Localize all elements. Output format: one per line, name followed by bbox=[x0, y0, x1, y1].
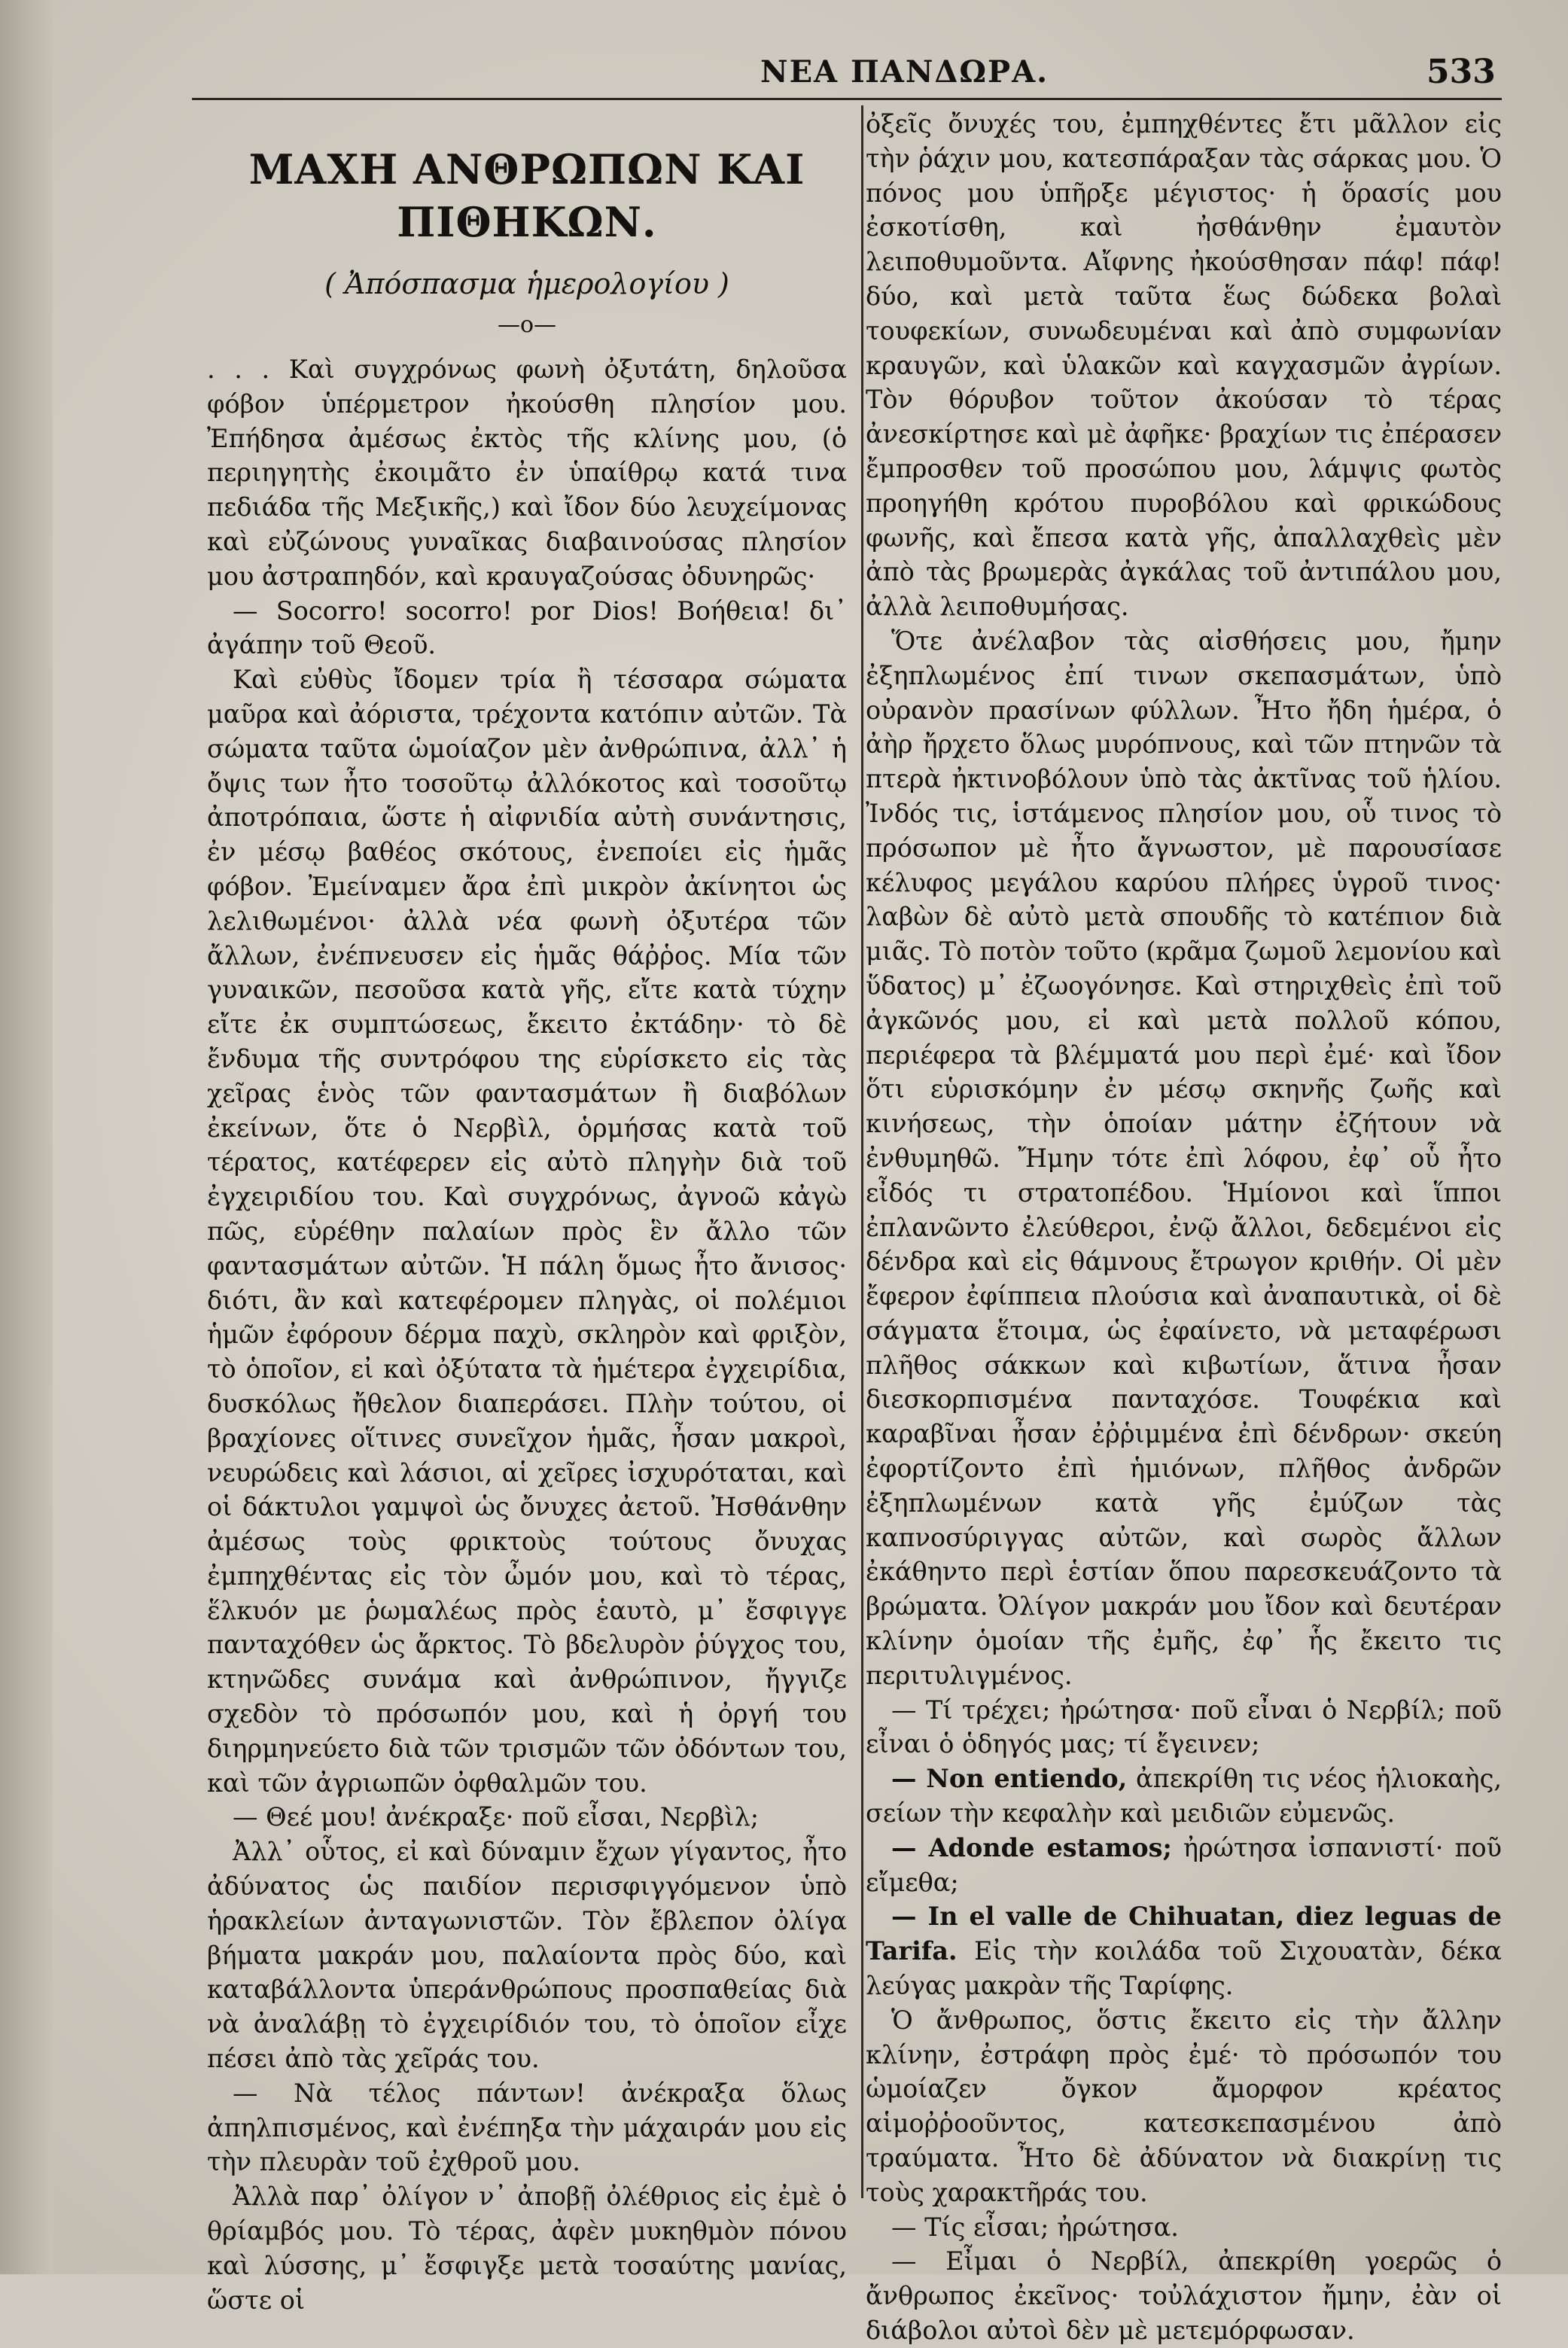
paragraph: — Νὰ τέλος πάντων! ἀνέκραξα ὅλως ἀπηλπισμένος, καὶ ἐνέπηξα τὴν μάχαιράν μου εἰς τὴν πλευρὰν τοῦ ἐχθροῦ μου. bbox=[207, 2078, 847, 2177]
foreign-phrase: — Adonde estamos; bbox=[891, 1832, 1172, 1862]
running-head bbox=[0, 47, 1568, 99]
article-title: ΜΑΧΗ ΑΝΘΡΩΠΩΝ ΚΑΙ ΠΙΘΗΚΩΝ. bbox=[248, 145, 805, 246]
article-subtitle: ( Ἀπόσπασμα ἡμερολογίου ) bbox=[324, 267, 729, 300]
paragraph-text: Βοήθεια! δι᾽ ἀγάπην τοῦ Θεοῦ. bbox=[207, 595, 847, 660]
paragraph bbox=[207, 594, 847, 663]
paragraph: Ἀλλ᾽ οὗτος, εἰ καὶ δύναμιν ἔχων γίγαντος, ἦτο ἀδύνατος ὡς παιδίον περισφιγγόμενον ὑπὸ ἡρακλείων ἀνταγωνιστῶν. Τὸν ἔβλεπον ὀλίγα βήματα μακράν μου, παλαίοντα πρὸς δύο, καὶ καταβάλλοντα ὑπεράνθρώπους προσπαθείας διὰ νὰ ἀναλάβῃ τὸ ἐγχειρίδιόν του, τὸ ὁποῖον εἶχε πέσει ἀπὸ τὰς χεῖράς του. bbox=[207, 1837, 847, 2074]
paragraph: Καὶ εὐθὺς ἴδομεν τρία ἢ τέσσαρα σώματα μαῦρα καὶ ἀόριστα, τρέχοντα κατόπιν αὐτῶν. Τὰ σώματα ταῦτα ὡμοίαζον μὲν ἀνθρώπινα, ἀλλ᾽ ἡ ὄψις των ἦτο τοσοῦτῳ ἀλλόκοτος καὶ τοσοῦτῳ ἀποτρόπαια, ὥστε ἡ αἰφνιδία αὐτὴ συνάντησις, ἐν μέσῳ βαθέος σκότους, ἐνεποίει εἰς ἡμᾶς φόβον. Ἐμείναμεν ἄρα ἐπὶ μικρὸν ἀκίνητοι ὡς λελιθωμένοι· ἀλλὰ νέα φωνὴ ὀξυτέρα τῶν ἄλλων, ἐνέπνευσεν εἰς ἡμᾶς θάῤῥος. Μία τῶν γυναικῶν, πεσοῦσα κατὰ γῆς, εἴτε κατὰ τύχην εἴτε ἐκ συμπτώσεως, ἔκειτο ἐκτάδην· τὸ δὲ ἔνδυμα τῆς συντρόφου της εὑρίσκετο εἰς τὰς χεῖρας ἑνὸς τῶν φαντασμάτων ἢ διαβόλων ἐκείνων, ὅτε ὁ Νερβὶλ, ὁρμήσας κατὰ τοῦ τέρατος, κατέφερεν εἰς αὐτὸ πληγὴν διὰ τοῦ ἐγχειριδίου του. Καὶ συγχρόνως, ἀγνοῶ κἀγὼ πῶς, εὑρέθην παλαίων πρὸς ἓν ἄλλο τῶν φαντασμάτων αὐτῶν. Ἡ πάλη ὅμως ἦτο ἄνισος· διότι, ἂν καὶ κατεφέρομεν πληγὰς, οἱ πολέμιοι ἡμῶν ἐφόρουν δέρμα παχὺ, σκληρὸν καὶ φριξὸν, τὸ ὁποῖον, εἰ καὶ ὀξύτατα τὰ ἡμέτερα ἐγχειρίδια, δυσκόλως ἤθελον διαπεράσει. Πλὴν τούτου, οἱ βραχίονες οἵτινες συνεῖχον ἡμᾶς, ἦσαν μακροὶ, νευρώδεις καὶ λάσιοι, αἱ χεῖρες ἰσχυρόταται, καὶ οἱ δάκτυλοι γαμψοὶ ὡς ὄνυχες ἀετοῦ. Ἠσθάνθην ἀμέσως τοὺς φρικτοὺς τούτους ὄνυχας ἐμπηχθέντας εἰς τὸν ὦμόν μου, καὶ τὸ τέρας, ἕλκυόν με ῥωμαλέως πρὸς ἑαυτὸ, μ᾽ ἔσφιγγε πανταχόθεν ὡς ἄρκτος. Τὸ βδελυρὸν ῥύγχος του, κτηνῶδες συνάμα καὶ ἀνθρώπινον, ἤγγιζε σχεδὸν τὸ πρόσωπόν μου, καὶ ἡ ὀργή του διηρμηνεύετο διὰ τῶν τρισμῶν τῶν ὀδόντων του, καὶ τῶν ἀγριωπῶν ὀφθαλμῶν του. bbox=[207, 665, 847, 1798]
paragraph: — Τί τρέχει; ἠρώτησα· ποῦ εἶναι ὁ Νερβίλ; ποῦ εἶναι ὁ ὁδηγός μας; τί ἔγεινεν; bbox=[866, 1695, 1502, 1759]
paragraph-text: Εἰς τὴν κοιλάδα τοῦ Σιχουατὰν, δέκα λεύγας μακρὰν τῆς Ταρίφης. bbox=[866, 1936, 1502, 2001]
paragraph: Ἀλλὰ παρ᾽ ὀλίγον ν᾽ ἀποβῇ ὀλέθριος εἰς ἐμὲ ὁ θρίαμβός μου. Τὸ τέρας, ἀφὲν μυκηθμὸν πόνου καὶ λύσσης, μ᾽ ἔσφιγξε μετὰ τοσαύτης μανίας, ὥστε οἱ bbox=[207, 2182, 847, 2315]
paragraph bbox=[866, 1831, 1502, 1900]
right-column bbox=[866, 107, 1502, 2348]
foreign-phrase: — In el valle de Chihuatan, diez leguas de Tarifa. bbox=[866, 1902, 1502, 1966]
page-number: 533 bbox=[1426, 53, 1496, 91]
paragraph: . . . Καὶ συγχρόνως φωνὴ ὀξυτάτη, δηλοῦσα φόβον ὑπέρμετρον ἠκούσθη πλησίον μου. Ἐπήδησα ἀμέσως ἐκτὸς τῆς κλίνης μου, (ὁ περιηγητὴς ἐκοιμᾶτο ἐν ὑπαίθρῳ κατά τινα πεδιάδα τῆς Μεξικῆς,) καὶ ἴδον δύο λευχείμονας καὶ εὐζώνους γυναῖκας διαβαινούσας πλησίον μου ἀστραπηδόν, καὶ κραυγαζούσας ὀδυνηρῶς· bbox=[207, 355, 847, 591]
paragraph: ὀξεῖς ὄνυχές του, ἐμπηχθέντες ἔτι μᾶλλον εἰς τὴν ῥάχιν μου, κατεσπάραξαν τὰς σάρκας μου. Ὁ πόνος μου ὑπῆρξε μέγιστος· ἡ ὅρασίς μου ἐσκοτίσθη, καὶ ἠσθάνθην ἐμαυτὸν λειποθυμοῦντα. Αἴφνης ἠκούσθησαν πάφ! πάφ! δύο, καὶ μετὰ ταῦτα ἕως δώδεκα βολαὶ τουφεκίων, συνωδευμέναι καὶ ἀπὸ συμφωνίαν κραυγῶν, καὶ ὑλακῶν καὶ καγχασμῶν ἀγρίων. Τὸν θόρυβον τοῦτον ἀκούσαν τὸ τέρας ἀνεσκίρτησε καὶ μὲ ἀφῆκε· βραχίων τις ἐπέρασεν ἔμπροσθεν τοῦ προσώπου μου, λάμψις φωτὸς προηγήθη κρότου πυροβόλου καὶ φρικώδους φωνῆς, καὶ ἔπεσα κατὰ γῆς, ἀπαλλαχθεὶς μὲν ἀπὸ τὰς βρωμερὰς ἀγκάλας τοῦ ἀντιπάλου μου, ἀλλὰ λειποθυμήσας. bbox=[866, 109, 1502, 622]
paragraph-text: ἀπεκρίθη τις νέος ἡλιοκαὴς, σείων τὴν κεφαλὴν καὶ μειδιῶν εὐμενῶς. bbox=[866, 1764, 1503, 1829]
title-ornament: —o— bbox=[497, 312, 557, 338]
paragraph: Ὁ ἄνθρωπος, ὅστις ἔκειτο εἰς τὴν ἄλλην κλίνην, ἐστράφη πρὸς ἐμέ· τὸ πρόσωπόν του ὡμοίαζεν ὄγκον ἄμορφον κρέατος αἱμοῤῥοοῦντος, κατεσκεπασμένου ἀπὸ τραύματα. Ἦτο δὲ ἀδύνατον νὰ διακρίνῃ τις τοὺς χαρακτῆράς του. bbox=[866, 2005, 1502, 2207]
page-edge-shadow bbox=[0, 0, 53, 2274]
paragraph bbox=[866, 1762, 1502, 1831]
paragraph bbox=[866, 1899, 1502, 2002]
column-rule bbox=[861, 105, 863, 2198]
running-title: ΝΕΑ ΠΑΝΔΩΡΑ. bbox=[760, 54, 1049, 90]
paragraph: — Τίς εἶσαι; ἠρώτησα. bbox=[891, 2212, 1179, 2242]
paragraph: — Θεέ μου! ἀνέκραξε· ποῦ εἶσαι, Νερβὶλ; bbox=[233, 1802, 760, 1832]
paragraph-text: ἠρώτησα ἰσπανιστί· ποῦ εἴμεθα; bbox=[866, 1832, 1502, 1897]
foreign-cry: — Socorro! socorro! por Dios! bbox=[233, 595, 659, 626]
header-rule bbox=[192, 98, 1502, 100]
foreign-phrase: — Non entiendo, bbox=[891, 1764, 1128, 1794]
left-column bbox=[207, 113, 847, 2317]
paragraph: Ὅτε ἀνέλαβον τὰς αἰσθήσεις μου, ἤμην ἐξηπλωμένος ἐπί τινων σκεπασμάτων, ὑπὸ οὐρανὸν πρασίνων φύλλων. Ἦτο ἤδη ἡμέρα, ὁ ἀὴρ ἤρχετο ὅλως μυρόπνους, καὶ τῶν πτηνῶν τὰ πτερὰ ἠκτινοβόλουν ὑπὸ τὰς ἀκτῖνας τοῦ ἡλίου. Ἰνδός τις, ἱστάμενος πλησίον μου, οὗ τινος τὸ πρόσωπον μὲ ἦτο ἄγνωστον, μὲ παρουσίασε κέλυφος μεγάλου καρύου πλήρες ὑγροῦ τινος· λαβὼν δὲ αὐτὸ μετὰ σπουδῆς τὸ κατέπιον διὰ μιᾶς. Τὸ ποτὸν τοῦτο (κρᾶμα ζωμοῦ λεμονίου καὶ ὕδατος) μ᾽ ἐζωογόνησε. Καὶ στηριχθεὶς ἐπὶ τοῦ ἀγκῶνός μου, εἰ καὶ μετὰ πολλοῦ κόπου, περιέφερα τὰ βλέμματά μου περὶ ἐμέ· καὶ ἴδον ὅτι εὑρισκόμην ἐν μέσῳ σκηνῆς ζωῆς καὶ κινήσεως, τὴν ὁποίαν μάτην ἐζήτουν νὰ ἐνθυμηθῶ. Ἤμην τότε ἐπὶ λόφου, ἐφ᾽ οὗ ἦτο εἶδός τι στρατοπέδου. Ἡμίονοι καὶ ἵπποι ἐπλανῶντο ἐλεύθεροι, ἐνῷ ἄλλοι, δεδεμένοι εἰς δένδρα καὶ εἰς θάμνους ἔτρωγον κριθήν. Οἱ μὲν ἔφερον ἐφίππεια πλούσια καὶ ἀναπαυτικὰ, οἱ δὲ σάγματα ἕτοιμα, ὡς ἐφαίνετο, νὰ μεταφέρωσι πλῆθος σάκκων καὶ κιβωτίων, ἅτινα ἦσαν διεσκορπισμένα πανταχόσε. Τουφέκια καὶ καραβῖναι ἦσαν ἐῤῥιμμένα ἐπὶ δένδρων· σκεύη ἐφορτίζοντο ἐπὶ ἡμιόνων, πλῆθος ἀνδρῶν ἐξηπλωμένων κατὰ γῆς ἐμύζων τὰς καπνοσύριγγας αὐτῶν, καὶ σωρὸς ἄλλων ἐκάθηντο περὶ ἑστίαν ὅπου παρεσκευάζοντο τὰ βρώματα. Ὀλίγον μακράν μου ἴδον καὶ δευτέραν κλίνην ὁμοίαν τῆς ἐμῆς, ἐφ᾽ ἧς ἔκειτο τις περιτυλιγμένος. bbox=[866, 626, 1502, 1690]
paragraph: — Εἶμαι ὁ Νερβίλ, ἀπεκρίθη γοερῶς ὁ ἄνθρωπος ἐκεῖνος· τοὐλάχιστον ἤμην, ἐὰν οἱ διάβολοι αὐτοὶ δὲν μὲ μετεμόρφωσαν. bbox=[866, 2246, 1502, 2345]
